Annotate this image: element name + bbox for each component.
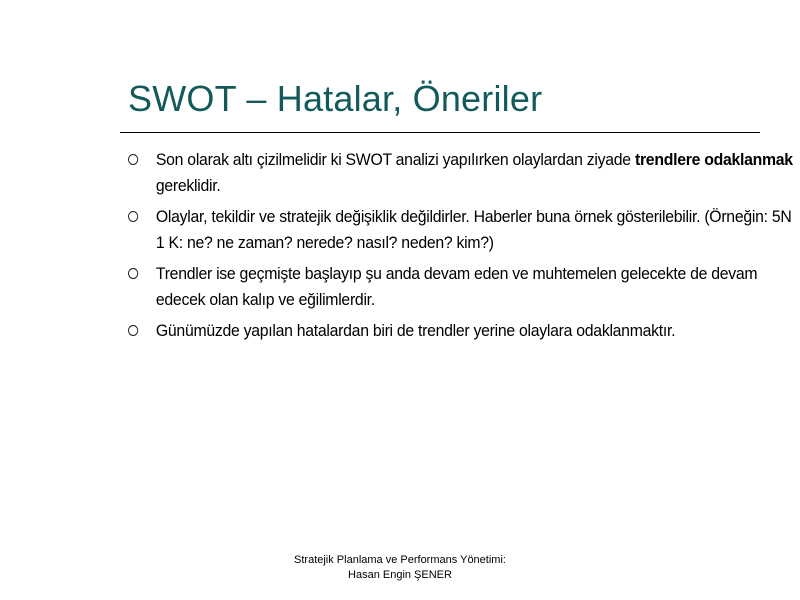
bullet-text: Olaylar, tekildir ve stratejik değişiklik değildirler. Haberler buna örnek gösterilebilir. (Örneğin: 5N 1 K: ne? ne zaman? nerede? nasıl? neden? kim?)	[155, 207, 792, 252]
bullet-item	[128, 318, 796, 344]
hollow-circle-bullet-icon	[128, 325, 138, 336]
bullet-item	[128, 261, 796, 313]
bullet-item	[128, 147, 796, 199]
title-divider	[120, 132, 760, 133]
footer-author: Hasan Engin ŞENER	[348, 569, 452, 581]
slide-title: SWOT – Hatalar, Öneriler	[128, 78, 543, 119]
footer-line: Stratejik Planlama ve Performans Yönetimi:	[294, 554, 506, 566]
bullet-text: Trendler ise geçmişte başlayıp şu anda devam eden ve muhtemelen gelecekte de devam edecek olan kalıp ve eğilimlerdir.	[155, 264, 758, 309]
bullet-item	[128, 204, 796, 256]
bullet-text: Son olarak altı çizilmelidir ki SWOT analizi yapılırken olaylardan ziyade	[155, 150, 635, 169]
bullet-emphasis: trendlere odaklanmak	[634, 150, 793, 169]
hollow-circle-bullet-icon	[128, 211, 138, 222]
bullet-text: Günümüzde yapılan hatalardan biri de trendler yerine olaylara odaklanmaktır.	[155, 321, 676, 340]
bullet-text: gereklidir.	[155, 176, 221, 195]
hollow-circle-bullet-icon	[128, 154, 138, 165]
bullet-list	[128, 147, 793, 349]
hollow-circle-bullet-icon	[128, 268, 138, 279]
slide-footer	[200, 553, 600, 583]
